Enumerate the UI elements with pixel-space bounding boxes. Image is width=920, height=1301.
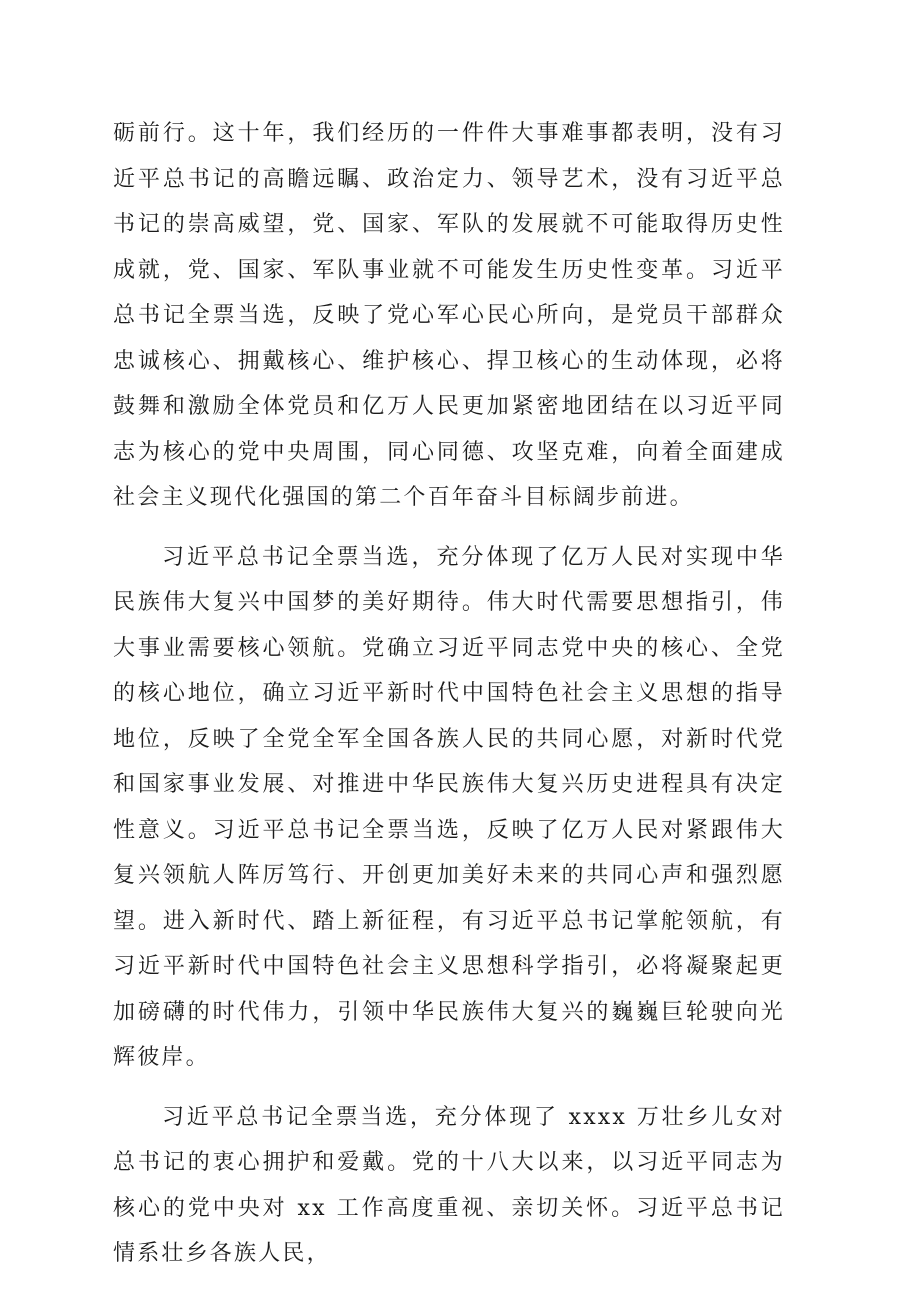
paragraph-2: 习近平总书记全票当选，充分体现了亿万人民对实现中华民族伟大复兴中国梦的美好期待。伟大时代需要思想指引，伟大事业需要核心领航。党确立习近平同志党中央的核心、全党的核心地位，确立习近平新时代中国特色社会主义思想的指导地位，反映了全党全军全国各族人民的共同心愿，对新时代党和国家事业发展、对推进中华民族伟大复兴历史进程具有决定性意义。习近平总书记全票当选，反映了亿万人民对紧跟伟大复兴领航人阵厉笃行、开创更加美好未来的共同心声和强烈愿望。进入新时代、踏上新征程，有习近平总书记掌舵领航，有习近平新时代中国特色社会主义思想科学指引，必将凝聚起更加磅礴的时代伟力，引领中华民族伟大复兴的巍巍巨轮驶向光辉彼岸。 xyxy=(113,544,785,1070)
paragraph-3: 习近平总书记全票当选，充分体现了 xxxx 万壮乡儿女对总书记的衷心拥护和爱戴。党的十八大以来，以习近平同志为核心的党中央对 xx 工作高度重视、亲切关怀。习近平总书记情系壮乡各族人民， xyxy=(113,1104,785,1266)
document-body xyxy=(113,111,785,1277)
paragraph-1: 砺前行。这十年，我们经历的一件件大事难事都表明，没有习近平总书记的高瞻远瞩、政治定力、领导艺术，没有习近平总书记的崇高威望，党、国家、军队的发展就不可能取得历史性成就，党、国家、军队事业就不可能发生历史性变革。习近平总书记全票当选，反映了党心军心民心所向，是党员干部群众忠诚核心、拥戴核心、维护核心、捍卫核心的生动体现，必将鼓舞和激励全体党员和亿万人民更加紧密地团结在以习近平同志为核心的党中央周围，同心同德、攻坚克难，向着全面建成社会主义现代化强国的第二个百年奋斗目标阔步前进。 xyxy=(113,121,785,510)
